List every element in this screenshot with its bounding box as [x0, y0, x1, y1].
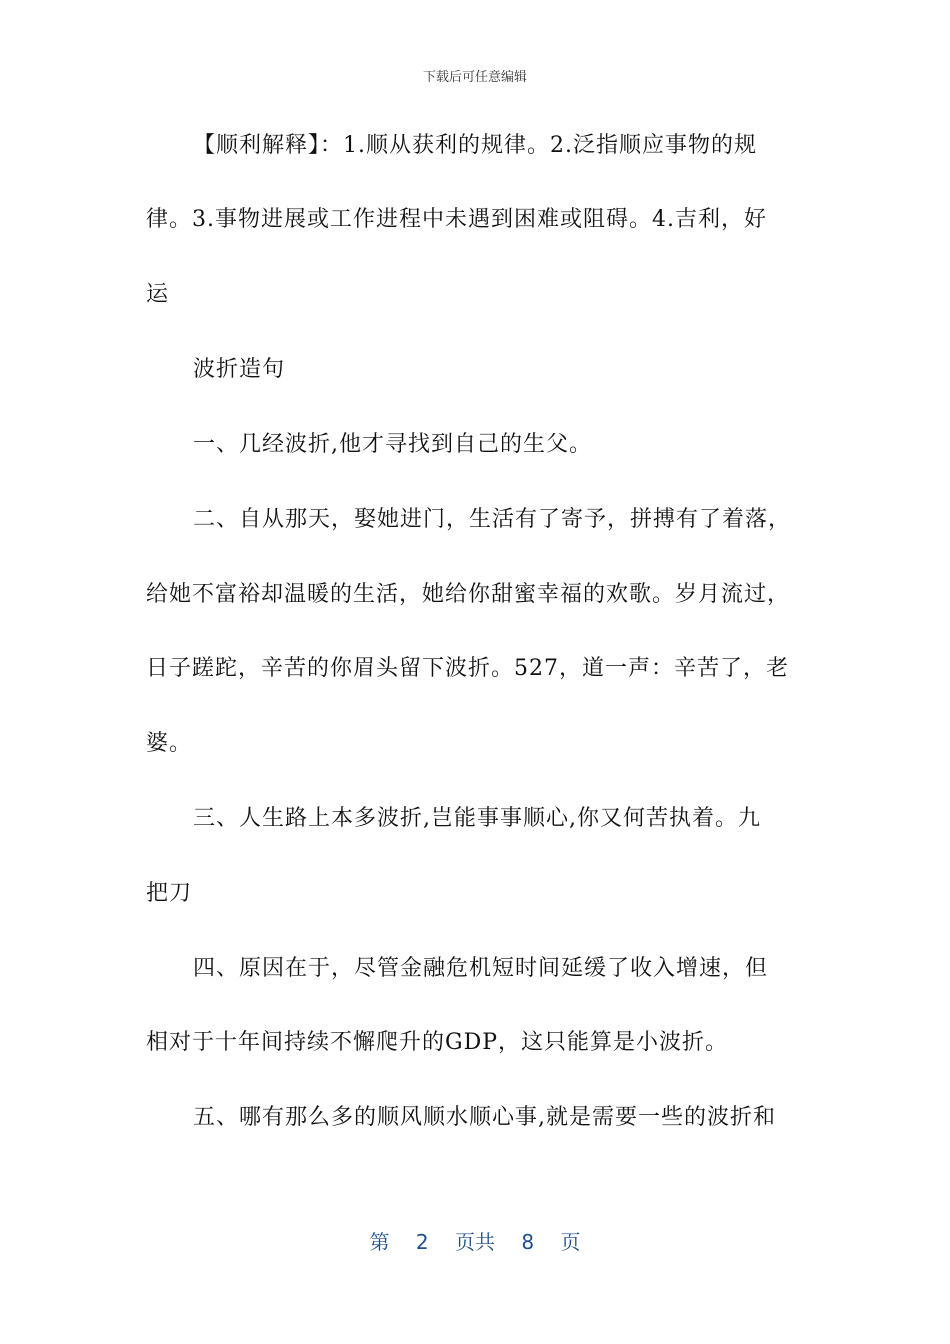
paragraph-line: 五、哪有那么多的顺风顺水顺心事,就是需要一些的波折和 [193, 1105, 776, 1130]
page-footer [0, 1226, 950, 1255]
paragraph-line: 把刀 [146, 881, 193, 906]
total-page-number: 8 [521, 1230, 535, 1254]
paragraph-line: 日子蹉跎，辛苦的你眉头留下波折。527，道一声：辛苦了，老 [146, 656, 789, 681]
paragraph-line: 律。3.事物进展或工作进程中未遇到困难或阻碍。4.吉利，好 [146, 207, 767, 232]
paragraph-line: 四、原因在于，尽管金融危机短时间延缓了收入增速，但 [193, 956, 769, 981]
paragraph-line: 给她不富裕却温暖的生活，她给你甜蜜幸福的欢歌。岁月流过， [146, 582, 791, 607]
header-note: 下载后可任意编辑 [422, 70, 527, 85]
footer-suffix: 页 [560, 1230, 581, 1254]
paragraph-line: 一、几经波折,他才寻找到自己的生父。 [193, 432, 592, 457]
footer-prefix: 第 [369, 1230, 390, 1254]
current-page-number: 2 [415, 1230, 429, 1254]
paragraph-line: 运 [146, 282, 170, 307]
paragraph-line: 【顺利解释】：1.顺从获利的规律。2.泛指顺应事物的规 [193, 133, 757, 158]
paragraph-line: 相对于十年间持续不懈爬升的GDP，这只能算是小波折。 [146, 1030, 729, 1055]
paragraph-line: 二、自从那天，娶她进门，生活有了寄予，拼搏有了着落， [193, 507, 792, 532]
footer-mid: 页共 [455, 1230, 495, 1254]
section-heading: 波折造句 [193, 357, 286, 382]
paragraph-line: 三、人生路上本多波折,岂能事事顺心,你又何苦执着。九 [193, 806, 761, 831]
paragraph-line: 婆。 [146, 731, 193, 756]
